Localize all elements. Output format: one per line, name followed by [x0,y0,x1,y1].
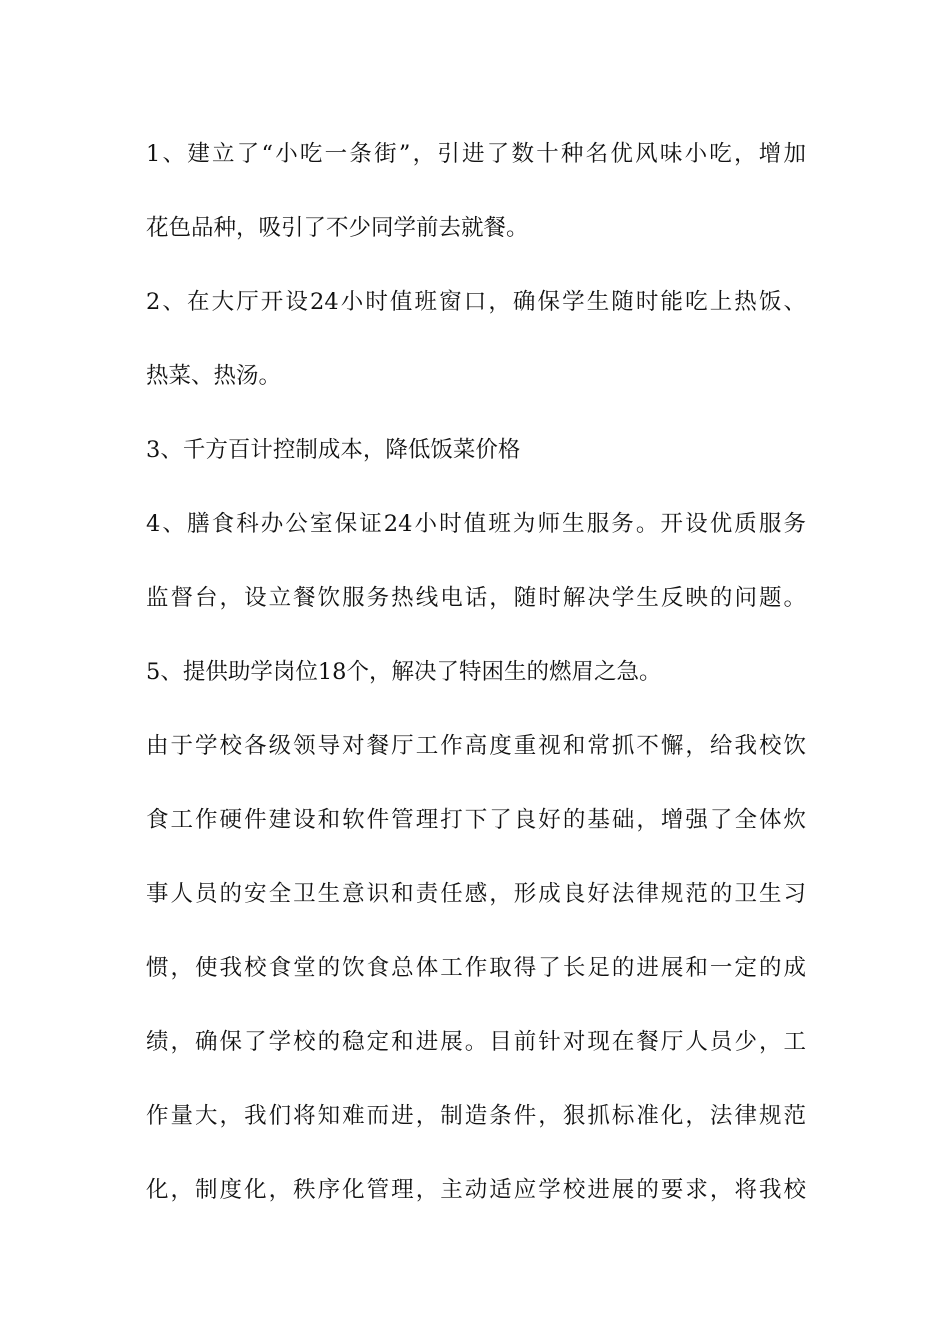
text-line-14: 作量大，我们将知难而进，制造条件，狠抓标准化，法律规范 [146,1103,806,1129]
text-line-2: 花色品种，吸引了不少同学前去就餐。 [146,215,529,241]
text-line-3: 2、在大厅开设24小时值班窗口，确保学生随时能吃上热饭、 [146,289,806,315]
text-line-6: 4、膳食科办公室保证24小时值班为师生服务。开设优质服务 [146,511,806,537]
text-line-11: 事人员的安全卫生意识和责任感，形成良好法律规范的卫生习 [146,881,806,907]
text-line-12: 惯，使我校食堂的饮食总体工作取得了长足的进展和一定的成 [146,955,806,981]
text-line-10: 食工作硬件建设和软件管理打下了良好的基础，增强了全体炊 [146,807,806,833]
text-line-9: 由于学校各级领导对餐厅工作高度重视和常抓不懈，给我校饮 [146,733,806,759]
text-line-8: 5、提供助学岗位18个，解决了特困生的燃眉之急。 [146,659,662,685]
text-line-5: 3、千方百计控制成本，降低饭菜价格 [146,437,521,463]
text-line-15: 化，制度化，秩序化管理，主动适应学校进展的要求，将我校 [146,1177,806,1203]
text-line-1: 1、建立了“小吃一条街”，引进了数十种名优风味小吃，增加 [146,141,806,167]
text-line-13: 绩，确保了学校的稳定和进展。目前针对现在餐厅人员少，工 [146,1029,806,1055]
text-line-7: 监督台，设立餐饮服务热线电话，随时解决学生反映的问题。 [146,585,806,611]
text-line-4: 热菜、热汤。 [146,363,282,389]
document-body [146,128,806,1238]
